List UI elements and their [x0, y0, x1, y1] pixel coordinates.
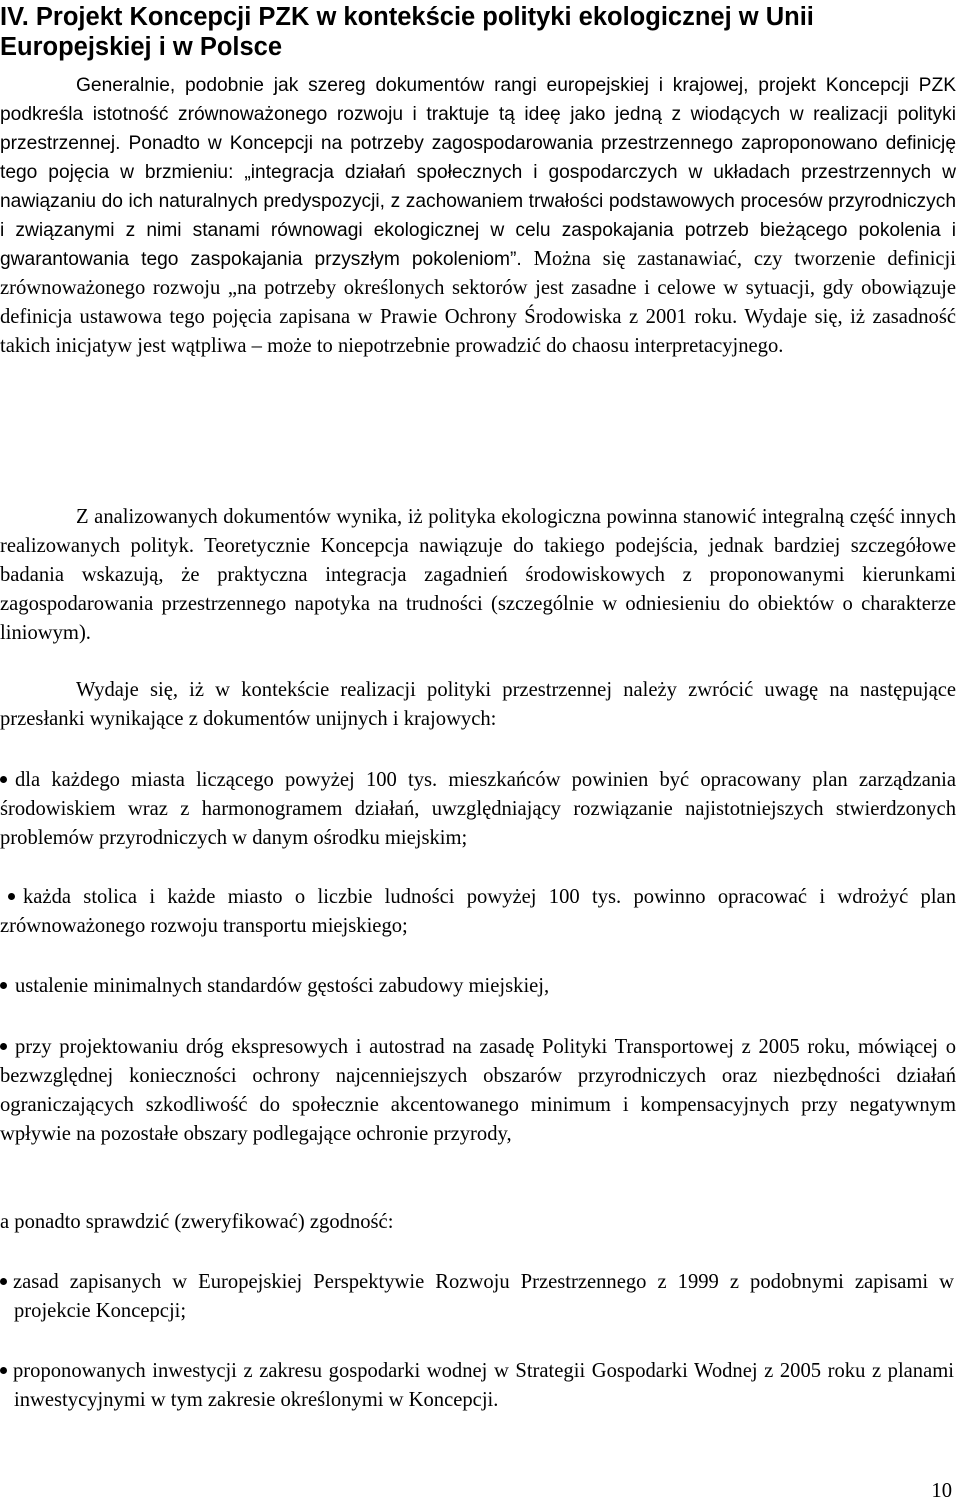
- bullet-icon: [0, 982, 7, 989]
- paragraph-1-sans-text: Generalnie, podobnie jak szereg dokumentów rangi europejskiej i krajowej, projekt Koncepcji PZK podkreśla istotność zrównoważonego rozwoju i traktuje tą ideę jako jedną z wiodących w realizacji polityki przestrzennej. Ponadto w Koncepcji na potrzeby zagospodarowania przestrzennego zaproponowano definicję tego pojęcia w brzmieniu: „integracja działań społecznych i gospodarczych w układach przestrzennych w nawiązaniu do ich naturalnych predyspozycji, z zachowaniem trwałości podstawowych procesów przyrodniczych i związanymi z nimi stanami równowagi ekologicznej w celu zaspokajania potrzeb bieżącego pokolenia i gwarantowania tego zaspokajania przyszłym pokoleniom”.: [0, 75, 956, 270]
- bullet-item-text: każda stolica i każde miasto o liczbie ludności powyżej 100 tys. powinno opracować i wdrożyć plan zrównoważonego rozwoju transportu miejskiego;: [0, 886, 956, 937]
- bullet-icon: [8, 893, 15, 900]
- bullet-icon: [0, 1278, 7, 1285]
- bullet-item-text: przy projektowaniu dróg ekspresowych i autostrad na zasadę Polityki Transportowej z 2005 roku, mówiącej o bezwzględnej konieczności ochrony najcenniejszych obszarów przyrodniczych oraz niezbędności działań ograniczających szkodliwość do społecznie akcentowanego minimum i kompensacyjnych przy negatywnym wpływie na pozostałe obszary podlegające ochronie przyrody,: [0, 1036, 956, 1145]
- bullet-item-text: proponowanych inwestycji z zakresu gospodarki wodnej w Strategii Gospodarki Wodnej z 2005 roku z planami inwestycyjnymi w tym zakresie określonymi w Koncepcji.: [13, 1360, 954, 1411]
- paragraph-1: [0, 71, 956, 361]
- heading-line-2: Europejskiej i w Polsce: [0, 33, 283, 61]
- bullet-item-text: dla każdego miasta liczącego powyżej 100 tys. mieszkańców powinien być opracowany plan zarządzania środowiskiem wraz z harmonogramem działań, uwzględniający rozwiązanie najistotniejszych stwierdzonych problemów przyrodniczych w danym ośrodku miejskim;: [0, 769, 956, 849]
- bullet-item: [0, 1033, 956, 1149]
- bullet-icon: [0, 776, 7, 783]
- bullet-item: [0, 972, 956, 1001]
- paragraph-3: Wydaje się, iż w kontekście realizacji polityki przestrzennej należy zwrócić uwagę na następujące przesłanki wynikające z dokumentów unijnych i krajowych:: [0, 679, 956, 730]
- bullet-item-text: zasad zapisanych w Europejskiej Perspektywie Rozwoju Przestrzennego z 1999 z podobnymi zapisami w projekcie Koncepcji;: [13, 1271, 954, 1322]
- section-heading: [0, 2, 960, 62]
- bullet-item: [0, 766, 956, 853]
- bullet-icon: [0, 1367, 7, 1374]
- paragraph-1-serif-text: Można się zastanawiać, czy tworzenie definicji zrównoważonego rozwoju „na potrzeby określonych sektorów jest zasadne i celowe w sytuacji, gdy obowiązuje definicja ustawowa tego pojęcia zapisana w Prawie Ochrony Środowiska z 2001 roku. Wydaje się, iż zasadność takich inicjatyw jest wątpliwa – może to niepotrzebnie prowadzić do chaosu interpretacyjnego.: [0, 248, 956, 357]
- bullet-item-text: ustalenie minimalnych standardów gęstości zabudowy miejskiej,: [15, 975, 550, 997]
- page-number: 10: [931, 1480, 952, 1502]
- heading-line-1: IV. Projekt Koncepcji PZK w kontekście polityki ekologicznej w Unii: [0, 3, 814, 31]
- bullet-item: [0, 1357, 954, 1415]
- bullet-item: [0, 1268, 954, 1326]
- bullet-icon: [0, 1043, 7, 1050]
- paragraph-2: Z analizowanych dokumentów wynika, iż polityka ekologiczna powinna stanowić integralną część innych realizowanych polityk. Teoretycznie Koncepcja nawiązuje do takiego podejścia, jednak bardziej szczegółowe badania wskazują, że praktyczna integracja zagadnień środowiskowych z proponowanymi kierunkami zagospodarowania przestrzennego napotyka na trudności (szczególnie w odniesieniu do obiektów o charakterze liniowym).: [0, 506, 956, 644]
- paragraph-4: a ponadto sprawdzić (zweryfikować) zgodność:: [0, 1211, 394, 1233]
- bullet-item: [0, 883, 956, 941]
